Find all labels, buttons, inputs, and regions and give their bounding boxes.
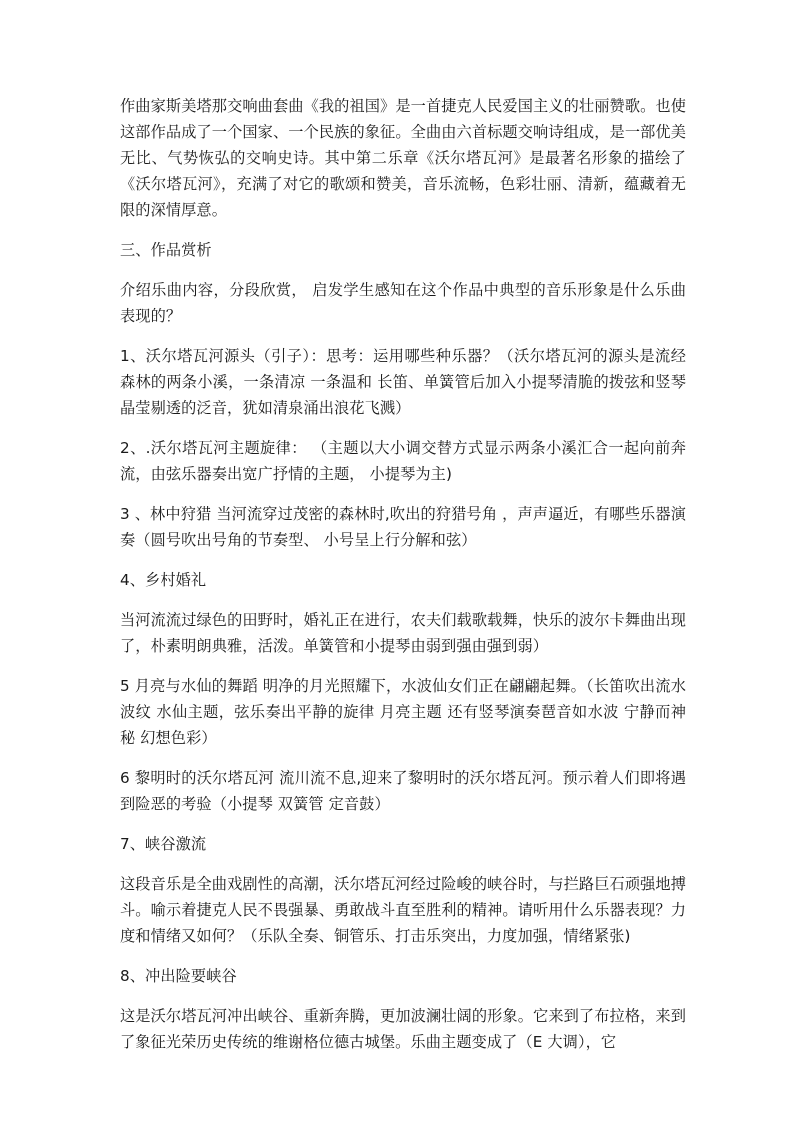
analysis-intro-paragraph: 介绍乐曲内容，分段欣赏， 启发学生感知在这个作品中典型的音乐形象是什么乐曲表现的？ — [120, 281, 686, 325]
item-5-moon-paragraph: 5 月亮与水仙的舞蹈 明净的月光照耀下，水波仙女们正在翩翩起舞。（长笛吹出流水波纹 水仙主题，弦乐奏出平静的旋律 月亮主题 还有竖琴演奏琶音如水波 宁静而神秘 幻想色彩） — [120, 677, 686, 747]
item-4-wedding-paragraph: 当河流流过绿色的田野时，婚礼正在进行，农夫们载歌载舞，快乐的波尔卡舞曲出现了，朴素明朗典雅，活泼。单簧管和小提琴由弱到强由强到弱） — [120, 611, 686, 655]
item-7-heading: 7、峡谷激流 — [120, 835, 207, 853]
item-8-prague-paragraph: 这是沃尔塔瓦河冲出峡谷、重新奔腾，更加波澜壮阔的形象。它来到了布拉格，来到了象征光荣历史传统的维谢格位德古城堡。乐曲主题变成了（E 大调），它 — [120, 1007, 686, 1051]
item-1-source-paragraph: 1、沃尔塔瓦河源头（引子）：思考：运用哪些种乐器？（沃尔塔瓦河的源头是流经森林的两条小溪，一条清凉 一条温和 长笛、单簧管后加入小提琴清脆的拨弦和竖琴晶莹剔透的泛音，犹如清泉涌出浪花飞溅） — [120, 347, 686, 417]
item-7-rapids-paragraph: 这段音乐是全曲戏剧性的高潮，沃尔塔瓦河经过险峻的峡谷时，与拦路巨石顽强地搏斗。喻示着捷克人民不畏强暴、勇敢战斗直至胜利的精神。请听用什么乐器表现？力度和情绪又如何？（乐队全奏、铜管乐、打击乐突出，力度加强，情绪紧张) — [120, 875, 686, 945]
item-2-theme-paragraph: 2、.沃尔塔瓦河主题旋律： （主题以大小调交替方式显示两条小溪汇合一起向前奔流，由弦乐器奏出宽广抒情的主题， 小提琴为主) — [120, 439, 686, 483]
item-6-dawn-paragraph: 6 黎明时的沃尔塔瓦河 流川流不息,迎来了黎明时的沃尔塔瓦河。预示着人们即将遇到险恶的考验（小提琴 双簧管 定音鼓） — [120, 769, 686, 813]
intro-paragraph: 作曲家斯美塔那交响曲套曲《我的祖国》是一首捷克人民爱国主义的壮丽赞歌。也使这部作品成了一个国家、一个民族的象征。全曲由六首标题交响诗组成，是一部优美无比、气势恢弘的交响史诗。其中第二乐章《沃尔塔瓦河》是最著名形象的描绘了《沃尔塔瓦河》，充满了对它的歌颂和赞美，音乐流畅，色彩壮丽、清新，蕴藏着无限的深情厚意。 — [120, 97, 686, 219]
item-8-heading: 8、冲出险要峡谷 — [120, 967, 237, 985]
item-3-hunting-paragraph: 3 、林中狩猎 当河流穿过茂密的森林时,吹出的狩猎号角 ，声声逼近，有哪些乐器演奏（圆号吹出号角的节奏型、 小号呈上行分解和弦） — [120, 505, 686, 549]
item-4-heading: 4、乡村婚礼 — [120, 571, 207, 589]
section-heading-analysis: 三、作品赏析 — [120, 241, 212, 259]
